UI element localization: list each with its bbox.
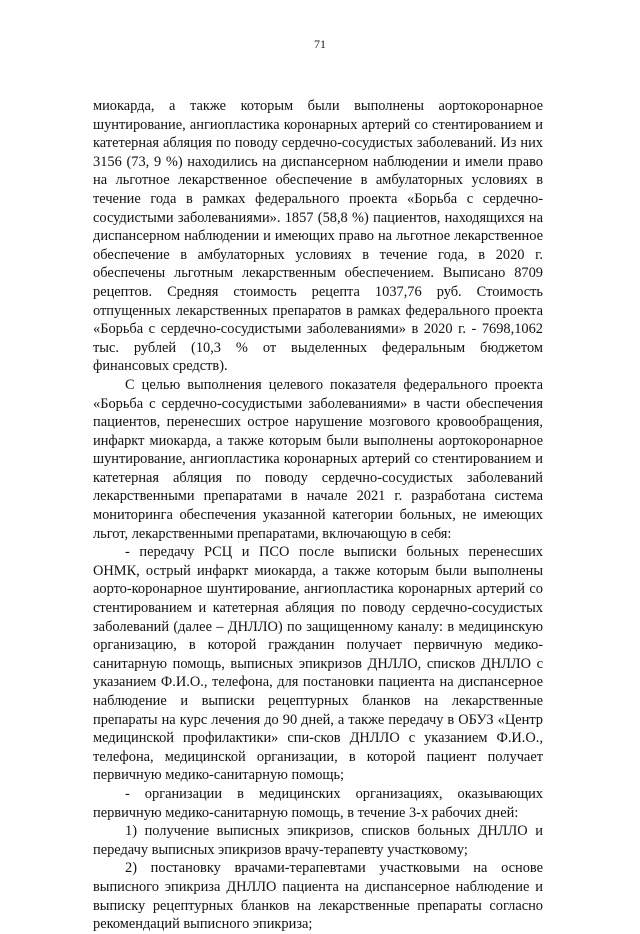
paragraph-myocardium-statistics: миокарда, а также которым были выполнены аортокоронарное шунтирование, ангиопластика коронарных артерий со стентированием и катетерная абляция по поводу сердечно-сосудистых заболеваний. Из них 3156 (73, 9 %) находились на диспансерном наблюдении и имели право на льготное лекарственное обеспечение в амбулаторных условиях в течение года в рамках федерального проекта «Борьба с сердечно-сосудистыми заболеваниями». 1857 (58,8 %) пациентов, находящихся на диспансерном наблюдении и имеющих право на льготное лекарственное обеспечение в амбулаторных условиях в течение года, в 2020 г. обеспечены льготным лекарственным обеспечением. Выписано 8709 рецептов. Средняя стоимость рецепта 1037,76 руб. Стоимость отпущенных лекарственных препаратов в рамках федерального проекта «Борьба с сердечно-сосудистыми заболеваниями» в 2020 г. - 7698,1062 тыс. рублей (10,3 % от выделенных федеральным бюджетом финансовых средств).	[93, 98, 543, 375]
body-text	[93, 97, 543, 934]
paragraph-organization-primary-care: - организации в медицинских организациях, оказывающих первичную медико-санитарную помощь, в течение 3-х рабочих дней:	[93, 785, 543, 821]
paragraph-transfer-dnllo: - передачу РСЦ и ПСО после выписки больных перенесших ОНМК, острый инфаркт миокарда, а также которым были выполнены аорто-коронарное шунтирование, ангиопластика коронарных артерий со стентированием и катетерная абляция по поводу сердечно-сосудистых заболеваний (далее – ДНЛЛО) по защищенному каналу: в медицинскую организацию, в которой гражданин получает первичную медико-санитарную помощь, выписных эпикризов ДНЛЛО, списков ДНЛЛО с указанием Ф.И.О., телефона, для постановки пациента на диспансерное наблюдение и выписки рецептурных бланков на лекарственные препараты на курс лечения до 90 дней, а также передачу в ОБУЗ «Центр медицинской профилактики» спи-сков ДНЛЛО с указанием Ф.И.О., телефона, медицинской организации, в которой пациент получает первичную медико-санитарную помощь;	[93, 544, 543, 784]
paragraph-item-2: 2) постановку врачами-терапевтами участковыми на основе выписного эпикриза ДНЛЛО пациента на диспансерное наблюдение и выписку рецептурных бланков на лекарственные препараты согласно рекомендаций выписного эпикриза;	[93, 860, 543, 933]
page-number: 71	[314, 37, 326, 51]
paragraph-item-1: 1) получение выписных эпикризов, списков больных ДНЛЛО и передачу выписных эпикризов врачу-терапевту участковому;	[93, 823, 543, 858]
paragraph-monitoring-system: С целью выполнения целевого показателя федерального проекта «Борьба с сердечно-сосудистыми заболеваниями» в части обеспечения пациентов, перенесших острое нарушение мозгового кровообращения, инфаркт миокарда, а также которым были выполнены аортокоронарное шунтирование, ангиопластика коронарных артерий со стентированием и катетерная абляция по поводу сердечно-сосудистых заболеваний лекарственными препаратами в начале 2021 г. разработана система мониторинга обеспечения указанной категории больных, не имеющих льгот, лекарственными препаратами, включающую в себя:	[93, 376, 543, 542]
